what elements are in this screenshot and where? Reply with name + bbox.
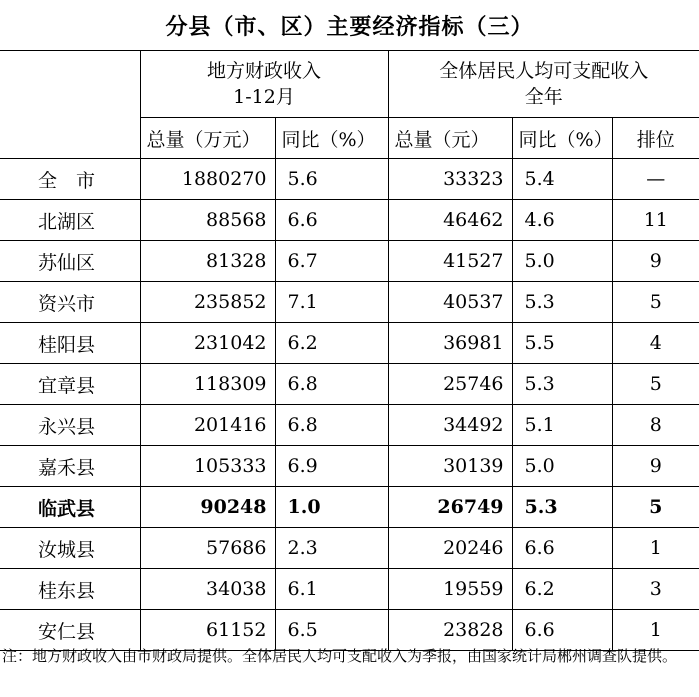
region-cell: 永兴县: [0, 405, 140, 446]
income-yoy-cell: 6.6: [512, 528, 612, 569]
region-cell: 嘉禾县: [0, 446, 140, 487]
economic-indicators-table: [0, 50, 699, 651]
income-total-cell: 30139: [388, 446, 512, 487]
fiscal-yoy-cell: 5.6: [275, 159, 388, 200]
footnote: 注：地方财政收入由市财政局提供。全体居民人均可支配收入为季报，由国家统计局郴州调查队提供。: [2, 647, 678, 665]
fiscal-total-cell: 88568: [140, 200, 275, 241]
income-total-cell: 25746: [388, 364, 512, 405]
rank-cell: —: [612, 159, 699, 200]
table-row: [0, 364, 699, 405]
income-total-cell: 41527: [388, 241, 512, 282]
header-fiscal-title: 地方财政收入: [207, 60, 322, 82]
rank-cell: 11: [612, 200, 699, 241]
income-yoy-cell: 5.3: [512, 487, 612, 528]
region-cell: 资兴市: [0, 282, 140, 323]
table-row: [0, 610, 699, 651]
income-yoy-cell: 5.3: [512, 282, 612, 323]
fiscal-total-cell: 90248: [140, 487, 275, 528]
region-cell: 苏仙区: [0, 241, 140, 282]
income-yoy-cell: 5.0: [512, 446, 612, 487]
fiscal-yoy-cell: 6.7: [275, 241, 388, 282]
income-total-cell: 26749: [388, 487, 512, 528]
table-row: [0, 323, 699, 364]
rank-cell: 1: [612, 610, 699, 651]
region-cell: 临武县: [0, 487, 140, 528]
fiscal-yoy-cell: 6.8: [275, 364, 388, 405]
table-row-highlighted: [0, 487, 699, 528]
header-fiscal-group: [140, 51, 388, 118]
income-total-cell: 23828: [388, 610, 512, 651]
income-total-cell: 46462: [388, 200, 512, 241]
fiscal-total-cell: 201416: [140, 405, 275, 446]
rank-cell: 9: [612, 241, 699, 282]
header-fiscal-total: 总量（万元）: [140, 118, 275, 159]
header-income-total: 总量（元）: [388, 118, 512, 159]
region-cell: 桂阳县: [0, 323, 140, 364]
region-cell: 桂东县: [0, 569, 140, 610]
fiscal-yoy-cell: 1.0: [275, 487, 388, 528]
fiscal-yoy-cell: 6.1: [275, 569, 388, 610]
income-yoy-cell: 5.3: [512, 364, 612, 405]
income-total-cell: 34492: [388, 405, 512, 446]
rank-cell: 3: [612, 569, 699, 610]
header-fiscal-period: 1-12月: [233, 86, 295, 108]
income-yoy-cell: 4.6: [512, 200, 612, 241]
region-cell: 安仁县: [0, 610, 140, 651]
table-row: [0, 241, 699, 282]
fiscal-total-cell: 81328: [140, 241, 275, 282]
fiscal-total-cell: 34038: [140, 569, 275, 610]
fiscal-total-cell: 118309: [140, 364, 275, 405]
table-row: [0, 282, 699, 323]
rank-cell: 9: [612, 446, 699, 487]
fiscal-total-cell: 57686: [140, 528, 275, 569]
income-yoy-cell: 5.1: [512, 405, 612, 446]
income-yoy-cell: 6.6: [512, 610, 612, 651]
fiscal-total-cell: 105333: [140, 446, 275, 487]
rank-cell: 5: [612, 282, 699, 323]
income-yoy-cell: 5.0: [512, 241, 612, 282]
table-row: [0, 569, 699, 610]
income-total-cell: 36981: [388, 323, 512, 364]
page-title: 分县（市、区）主要经济指标（三）: [165, 14, 534, 40]
fiscal-total-cell: 61152: [140, 610, 275, 651]
rank-cell: 5: [612, 487, 699, 528]
fiscal-yoy-cell: 6.6: [275, 200, 388, 241]
header-income-period: 全年: [524, 86, 563, 108]
fiscal-yoy-cell: 6.8: [275, 405, 388, 446]
region-cell: 宜章县: [0, 364, 140, 405]
income-total-cell: 33323: [388, 159, 512, 200]
header-income-title: 全体居民人均可支配收入: [439, 60, 649, 82]
table-row: [0, 405, 699, 446]
fiscal-yoy-cell: 6.9: [275, 446, 388, 487]
region-cell: 全 市: [0, 159, 140, 200]
income-yoy-cell: 6.2: [512, 569, 612, 610]
header-income-group: [388, 51, 699, 118]
region-cell: 汝城县: [0, 528, 140, 569]
fiscal-yoy-cell: 6.5: [275, 610, 388, 651]
rank-cell: 4: [612, 323, 699, 364]
table-row: [0, 200, 699, 241]
fiscal-yoy-cell: 6.2: [275, 323, 388, 364]
rank-cell: 1: [612, 528, 699, 569]
rank-cell: 5: [612, 364, 699, 405]
fiscal-total-cell: 235852: [140, 282, 275, 323]
header-corner-cell: [0, 51, 140, 159]
header-fiscal-yoy: 同比（%）: [275, 118, 388, 159]
header-rank: 排位: [612, 118, 699, 159]
fiscal-yoy-cell: 7.1: [275, 282, 388, 323]
fiscal-total-cell: 1880270: [140, 159, 275, 200]
rank-cell: 8: [612, 405, 699, 446]
income-yoy-cell: 5.5: [512, 323, 612, 364]
fiscal-total-cell: 231042: [140, 323, 275, 364]
income-total-cell: 20246: [388, 528, 512, 569]
income-total-cell: 40537: [388, 282, 512, 323]
fiscal-yoy-cell: 2.3: [275, 528, 388, 569]
header-income-yoy: 同比（%）: [512, 118, 612, 159]
region-cell: 北湖区: [0, 200, 140, 241]
income-total-cell: 19559: [388, 569, 512, 610]
income-yoy-cell: 5.4: [512, 159, 612, 200]
header-row-group: [0, 51, 699, 118]
table-row: [0, 446, 699, 487]
table-row: [0, 528, 699, 569]
table-row: [0, 159, 699, 200]
